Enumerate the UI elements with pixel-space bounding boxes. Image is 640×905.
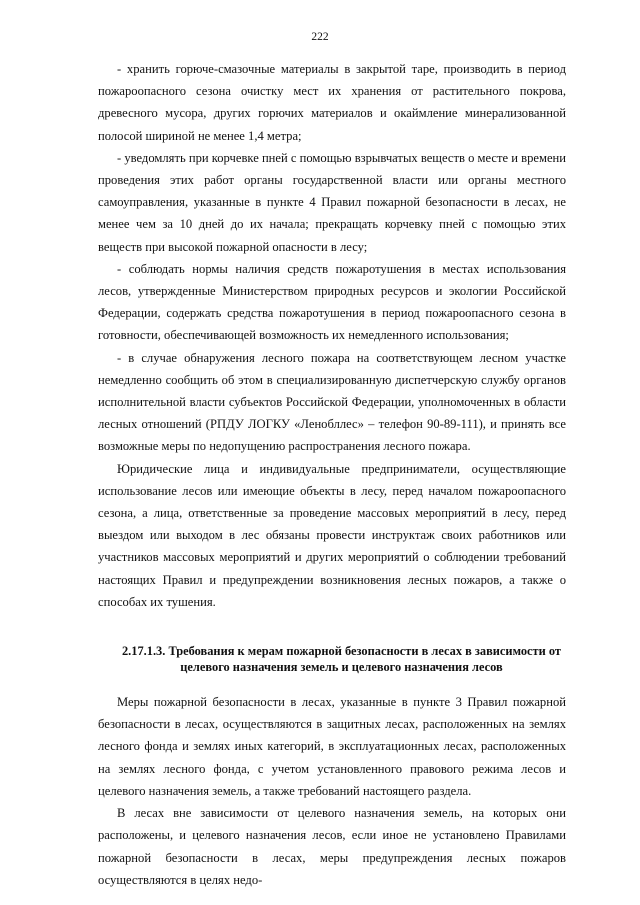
page-number: 222 xyxy=(311,31,329,43)
paragraph: Меры пожарной безопасности в лесах, указанные в пункте 3 Правил пожарной безопасности в лесах, осуществляются в защитных лесах, расположенных на землях лесного фонда и землях иных категорий, в эксплуатационных лесах, расположенных на землях лесного фонда, с учетом установленного правового режима лесов и целевого назначения земель, а также требований настоящего раздела. xyxy=(98,695,566,798)
document-body xyxy=(98,58,566,891)
section-heading xyxy=(98,643,566,675)
paragraph: - в случае обнаружения лесного пожара на соответствующем лесном участке немедленно сообщить об этом в специализированную диспетчерскую службу органов исполнительной власти субъектов Российской Федерации, уполномоченных в области лесных отношений (РПДУ ЛОГКУ «Ленобллес» – телефон 90-89-111), и принять все возможные меры по недопущению распространения лесного пожара. xyxy=(98,350,566,454)
paragraph: В лесах вне зависимости от целевого назначения земель, на которых они расположены, и целевого назначения лесов, если иное не установлено Правилами пожарной безопасности в лесах, меры предупреждения лесных пожаров осуществляются в целях недо- xyxy=(98,806,566,887)
paragraph: - соблюдать нормы наличия средств пожаротушения в местах использования лесов, утвержденные Министерством природных ресурсов и экологии Российской Федерации, содержать средства пожаротушения в период пожароопасного сезона в готовности, обеспечивающей возможность их немедленного использования; xyxy=(98,261,566,343)
section-heading-line: 2.17.1.3. Требования к мерам пожарной безопасности в лесах в зависимости от xyxy=(121,644,561,659)
section-heading-line: целевого назначения земель и целевого назначения лесов xyxy=(180,660,503,675)
paragraph: Юридические лица и индивидуальные предприниматели, осуществляющие использование лесов или имеющие объекты в лесу, перед началом пожароопасного сезона, а лица, ответственные за проведение массовых мероприятий в лесу, перед выездом или выходом в лес обязаны провести инструктаж своих работников или участников массовых мероприятий и других мероприятий о соблюдении требований настоящих Правил и предупреждении возникновения лесных пожаров, а также о способах их тушения. xyxy=(98,461,566,609)
paragraph: - хранить горюче-смазочные материалы в закрытой таре, производить в период пожароопасного сезона очистку мест их хранения от растительного покрова, древесного мусора, других горючих материалов и окаймление минерализованной полосой шириной не менее 1,4 метра; xyxy=(98,62,566,143)
paragraph: - уведомлять при корчевке пней с помощью взрывчатых веществ о месте и времени проведения этих работ органы государственной власти или органы местного самоуправления, указанные в пункте 4 Правил пожарной безопасности в лесах, не менее чем за 10 дней до их начала; прекращать корчевку пней с помощью этих веществ при высокой пожарной опасности в лесу; xyxy=(98,150,567,254)
